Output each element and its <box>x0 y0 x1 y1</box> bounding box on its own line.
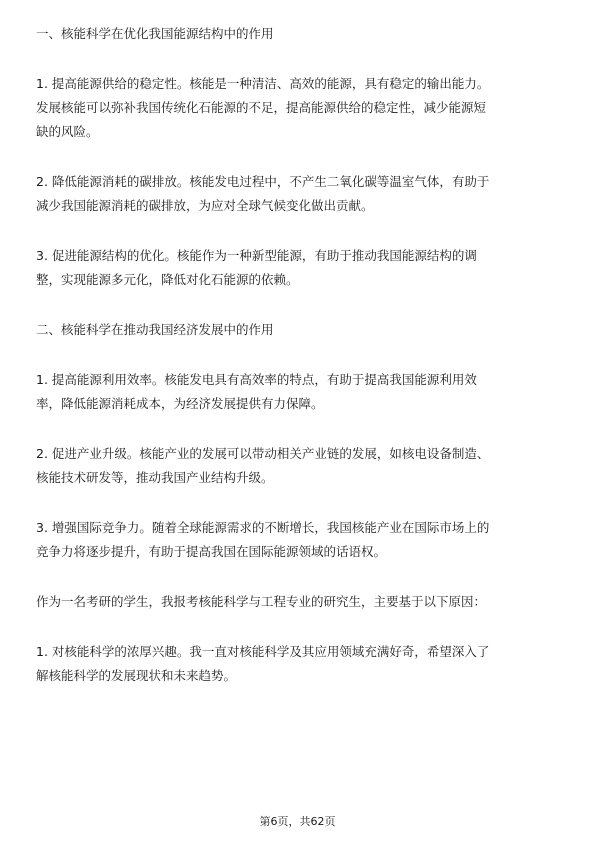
text-line: 减少我国能源消耗的碳排放，为应对全球气候变化做出贡献。 <box>36 198 374 213</box>
paragraph-1-2 <box>36 170 566 218</box>
text-line: 整，实现能源多元化，降低对化石能源的依赖。 <box>36 272 299 287</box>
reason-paragraph-1 <box>36 640 566 688</box>
page-number-footer: 第6页，共62页 <box>259 815 336 828</box>
text-line: 竞争力将逐步提升，有助于提高我国在国际能源领域的话语权。 <box>36 544 387 559</box>
text-line: 3. 增强国际竞争力。随着全球能源需求的不断增长，我国核能产业在国际市场上的 <box>36 520 490 535</box>
text-line: 缺的风险。 <box>36 124 99 139</box>
document-body <box>36 22 566 714</box>
section-heading-2: 二、核能科学在推动我国经济发展中的作用 <box>36 322 274 337</box>
text-line: 解核能科学的发展现状和未来趋势。 <box>36 668 237 683</box>
text-line: 1. 对核能科学的浓厚兴趣。我一直对核能科学及其应用领域充满好奇，希望深入了 <box>36 644 490 659</box>
intro-paragraph <box>36 590 566 614</box>
text-line: 作为一名考研的学生，我报考核能科学与工程专业的研究生，主要基于以下原因： <box>36 594 487 609</box>
text-line: 1. 提高能源利用效率。核能发电具有高效率的特点，有助于提高我国能源利用效 <box>36 372 477 387</box>
paragraph-2-1 <box>36 368 566 416</box>
text-line: 2. 降低能源消耗的碳排放。核能发电过程中，不产生二氧化碳等温室气体，有助于 <box>36 174 490 189</box>
paragraph-2-3 <box>36 516 566 564</box>
section-heading-1: 一、核能科学在优化我国能源结构中的作用 <box>36 26 274 41</box>
text-line: 2. 促进产业升级。核能产业的发展可以带动相关产业链的发展，如核电设备制造、 <box>36 446 490 461</box>
paragraph-1-1 <box>36 72 566 144</box>
paragraph-2-2 <box>36 442 566 490</box>
paragraph-1-3 <box>36 244 566 292</box>
text-line: 3. 促进能源结构的优化。核能作为一种新型能源，有助于推动我国能源结构的调 <box>36 248 477 263</box>
text-line: 率，降低能源消耗成本，为经济发展提供有力保障。 <box>36 396 324 411</box>
text-line: 1. 提高能源供给的稳定性。核能是一种清洁、高效的能源，具有稳定的输出能力。 <box>36 76 490 91</box>
text-line: 核能技术研发等，推动我国产业结构升级。 <box>36 470 274 485</box>
text-line: 发展核能可以弥补我国传统化石能源的不足，提高能源供给的稳定性，减少能源短 <box>36 100 487 115</box>
